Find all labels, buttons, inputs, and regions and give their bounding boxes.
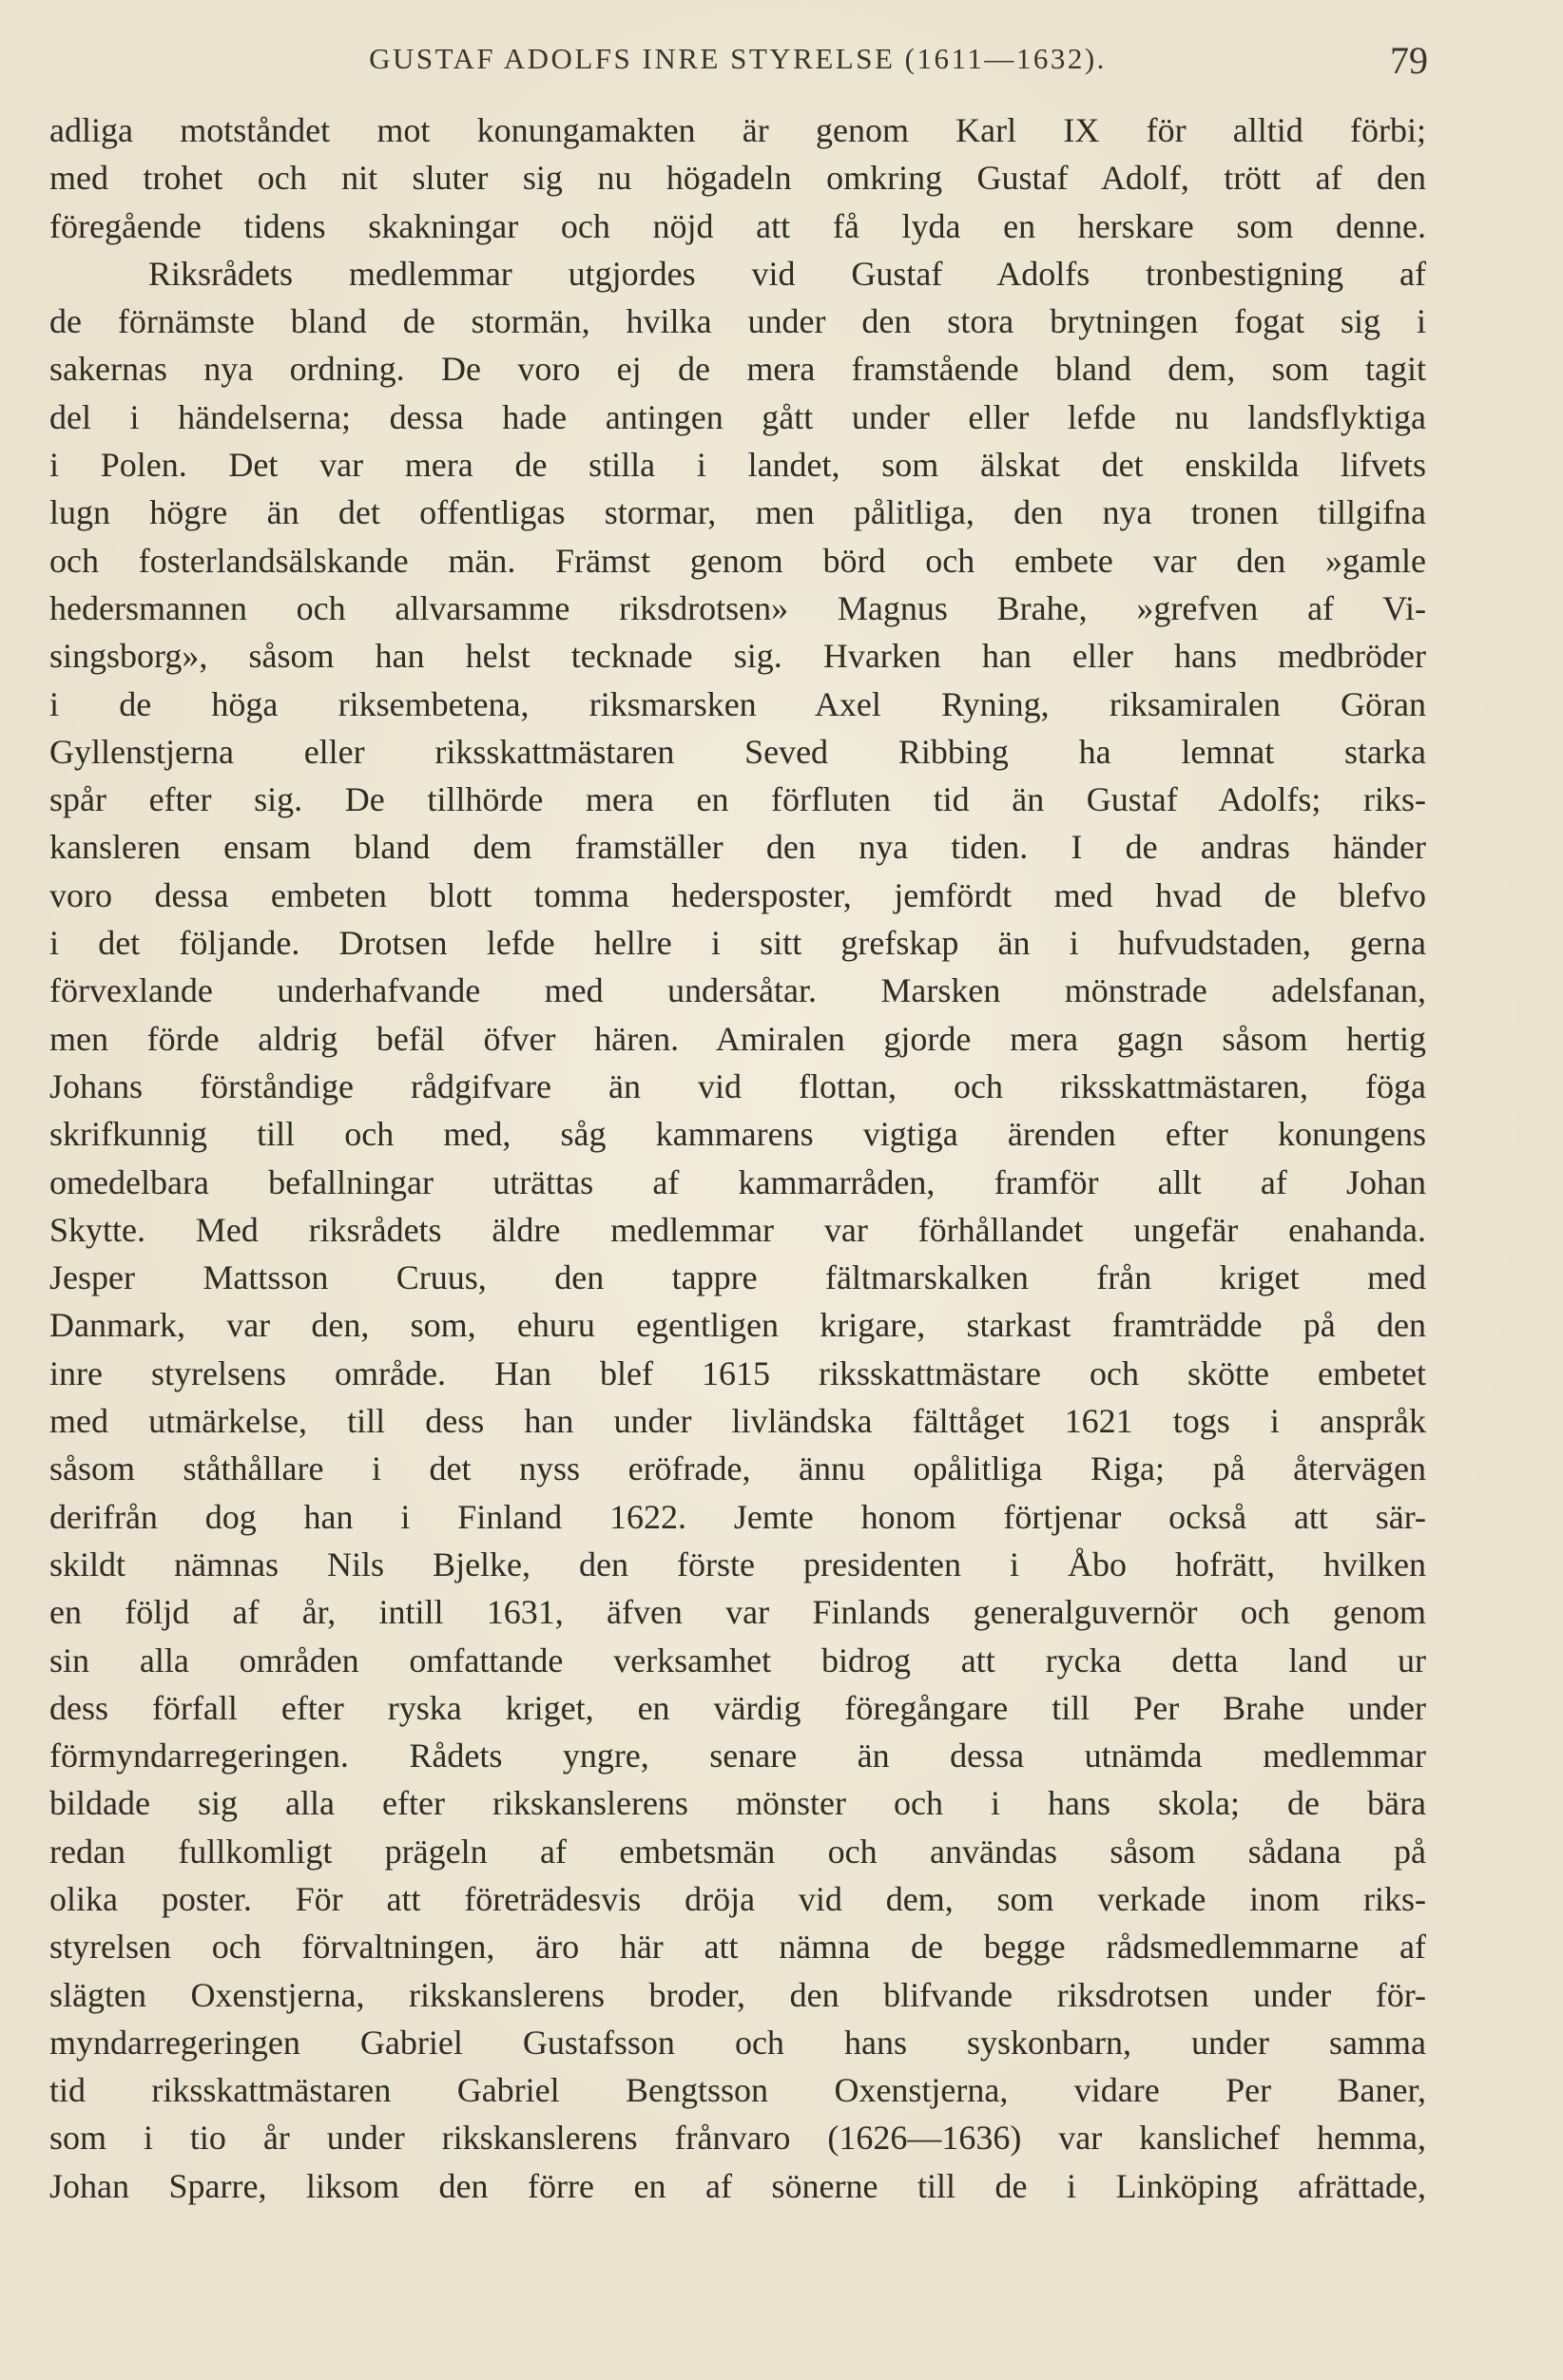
text-line: Gyllenstjerna eller riksskattmästaren Seved Ribbing ha lemnat starka (49, 732, 1426, 771)
text-line: sakernas nya ordning. De voro ej de mera framstående bland dem, som tagit (49, 350, 1426, 389)
text-line: lugn högre än det offentligas stormar, men pålitliga, den nya tronen tillgifna (49, 493, 1426, 532)
text-line: föregående tidens skakningar och nöjd att få lyda en herskare som denne. (49, 206, 1426, 245)
text-line: tid riksskattmästaren Gabriel Bengtsson Oxenstjerna, vidare Per Baner, (49, 2071, 1426, 2110)
text-line: en följd af år, intill 1631, äfven var Finlands generalguvernör och genom (49, 1593, 1426, 1632)
text-line: med utmärkelse, till dess han under livländska fälttåget 1621 togs i anspråk (49, 1402, 1426, 1441)
text-line: singsborg», såsom han helst tecknade sig. Hvarken han eller hans medbröder (49, 637, 1426, 676)
text-line: bildade sig alla efter rikskanslerens mönster och i hans skola; de bära (49, 1784, 1426, 1823)
text-line: Johans förståndige rådgifvare än vid flottan, och riksskattmästaren, föga (49, 1066, 1426, 1105)
text-line: med trohet och nit sluter sig nu högadeln omkring Gustaf Adolf, trött af den (49, 159, 1426, 198)
text-line: myndarregeringen Gabriel Gustafsson och hans syskonbarn, under samma (49, 2023, 1426, 2062)
running-title: GUSTAF ADOLFS INRE STYRELSE (1611—1632). (369, 42, 1107, 75)
text-line: såsom ståthållare i det nyss eröfrade, ännu opålitliga Riga; på återvägen (49, 1449, 1426, 1488)
text-line: del i händelserna; dessa hade antingen gått under eller lefde nu landsflyktiga (49, 397, 1426, 436)
running-head (48, 36, 1428, 93)
text-line: sin alla områden omfattande verksamhet bidrog att rycka detta land ur (49, 1641, 1426, 1679)
text-line: förvexlande underhafvande med undersåtar. Marsken mönstrade adelsfanan, (49, 971, 1426, 1010)
text-line: spår efter sig. De tillhörde mera en förfluten tid än Gustaf Adolfs; riks- (49, 780, 1426, 819)
text-line: Danmark, var den, som, ehuru egentligen krigare, starkast framträdde på den (49, 1306, 1426, 1345)
paragraph-start-line: Riksrådets medlemmar utgjordes vid Gustaf Adolfs tronbestigning af (148, 254, 1426, 293)
text-line: olika poster. För att företrädesvis dröja vid dem, som verkade inom riks- (49, 1879, 1426, 1918)
text-line: de förnämste bland de stormän, hvilka under den stora brytningen fogat sig i (49, 302, 1426, 341)
text-line: styrelsen och förvaltningen, äro här att nämna de begge rådsmedlemmarne af (49, 1928, 1426, 1967)
text-line: omedelbara befallningar uträttas af kammarråden, framför allt af Johan (49, 1162, 1426, 1201)
text-line: skildt nämnas Nils Bjelke, den förste presidenten i Åbo hofrätt, hvilken (49, 1545, 1426, 1583)
text-line: Johan Sparre, liksom den förre en af sönerne till de i Linköping afrättade, (49, 2166, 1426, 2205)
text-line: förmyndarregeringen. Rådets yngre, senare än dessa utnämda medlemmar (49, 1737, 1426, 1775)
page-number: 79 (1390, 39, 1428, 82)
text-line: adliga motståndet mot konungamakten är genom Karl IX för alltid förbi; (49, 111, 1426, 149)
text-line: Skytte. Med riksrådets äldre medlemmar var förhållandet ungefär enahanda. (49, 1210, 1426, 1249)
text-line: voro dessa embeten blott tomma hedersposter, jemfördt med hvad de blefvo (49, 875, 1426, 914)
text-line: inre styrelsens område. Han blef 1615 riksskattmästare och skötte embetet (49, 1353, 1426, 1392)
text-line: hedersmannen och allvarsamme riksdrotsen» Magnus Brahe, »grefven af Vi- (49, 588, 1426, 627)
text-line: i de höga riksembetena, riksmarsken Axel Ryning, riksamiralen Göran (49, 684, 1426, 723)
text-line: i Polen. Det var mera de stilla i landet, som älskat det enskilda lifvets (49, 446, 1426, 485)
text-line: redan fullkomligt prägeln af embetsmän och användas såsom sådana på (49, 1832, 1426, 1871)
body-text (49, 106, 1426, 2210)
text-line: kansleren ensam bland dem framställer den nya tiden. I de andras händer (49, 828, 1426, 867)
text-line: i det följande. Drotsen lefde hellre i sitt grefskap än i hufvudstaden, gerna (49, 924, 1426, 963)
text-line: dess förfall efter ryska kriget, en värdig föregångare till Per Brahe under (49, 1688, 1426, 1727)
text-line: som i tio år under rikskanslerens frånvaro (1626—1636) var kanslichef hemma, (49, 2119, 1426, 2158)
text-line: och fosterlandsälskande män. Främst genom börd och embete var den »gamle (49, 541, 1426, 580)
text-line: derifrån dog han i Finland 1622. Jemte honom förtjenar också att sär- (49, 1497, 1426, 1536)
text-line: slägten Oxenstjerna, rikskanslerens broder, den blifvande riksdrotsen under för- (49, 1975, 1426, 2014)
text-line: Jesper Mattsson Cruus, den tappre fältmarskalken från kriget med (49, 1258, 1426, 1297)
text-line: men förde aldrig befäl öfver hären. Amiralen gjorde mera gagn såsom hertig (49, 1019, 1426, 1058)
text-line: skrifkunnig till och med, såg kammarens vigtiga ärenden efter konungens (49, 1115, 1426, 1154)
